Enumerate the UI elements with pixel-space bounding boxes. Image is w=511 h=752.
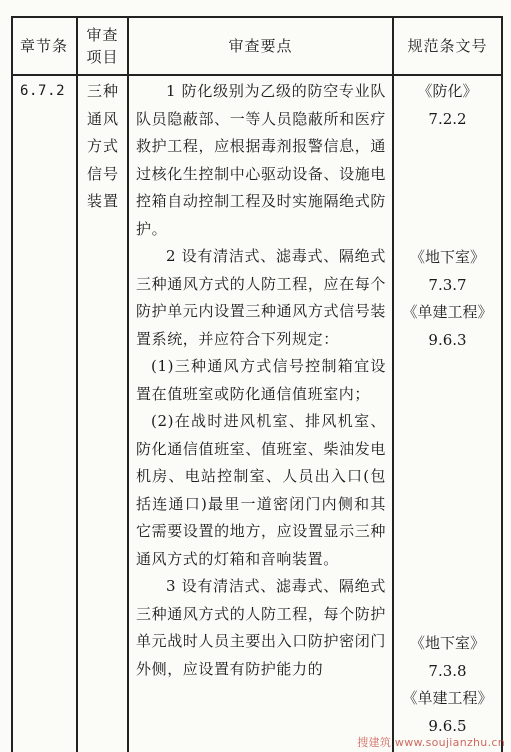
std-ref-4-title: 《地下室》: [409, 634, 485, 652]
header-bottom-border: [11, 74, 502, 76]
col-divider-1: [76, 16, 78, 752]
std-ref-2-title: 《地下室》: [409, 248, 485, 266]
std-ref-2-clause: 7.3.7: [428, 276, 467, 294]
std-ref-5-title: 《单建工程》: [402, 689, 493, 707]
table-right-border: [501, 16, 503, 752]
header-standard: [394, 17, 501, 74]
header-section-label: 章节条: [19, 36, 68, 55]
std-ref-4-clause: 7.3.8: [428, 662, 467, 680]
std-ref-3-title: 《单建工程》: [402, 303, 493, 321]
watermark: 搜建筑 www.soujianzhu.cn: [357, 736, 505, 749]
header-item: [78, 17, 127, 74]
table-left-border: [11, 16, 13, 752]
header-points: [129, 17, 392, 74]
point-2: 2 设有清洁式、滤毒式、隔绝式三种通风方式的人防工程，应在每个防护单元内设置三种通风方式信号装置系统，并应符合下列规定：: [136, 247, 386, 348]
row-item-name: 三种通风方式信号装置: [87, 82, 120, 210]
row-section-number: 6.7.2: [20, 83, 66, 99]
std-ref-1-clause: 7.2.2: [428, 110, 467, 128]
std-ref-3-clause: 9.6.3: [428, 331, 467, 349]
col-divider-2: [127, 16, 129, 752]
point-3: 3 设有清洁式、滤毒式、隔绝式三种通风方式的人防工程，每个防护单元战时人员主要出入口防护密闭门外侧，应设置有防护能力的: [136, 577, 386, 678]
std-ref-1-title: 《防化》: [417, 82, 478, 100]
point-1: 1 防化级别为乙级的防空专业队队员隐蔽部、一等人员隐蔽所和医疗救护工程，应根据毒剂报警信息，通过核化生控制中心驱动设备、设施电控箱自动控制工程及时实施隔绝式防护。: [136, 82, 386, 238]
header-standard-label: 规范条文号: [407, 36, 488, 55]
point-2-sub-1: (1)三种通风方式信号控制箱宜设置在值班室或防化通信值班室内；: [136, 357, 386, 403]
header-points-label: 审查要点: [228, 36, 293, 55]
header-section: [12, 17, 76, 74]
std-ref-5-clause: 9.6.5: [428, 717, 467, 735]
header-item-label: 审查项目: [86, 25, 119, 66]
review-points: [136, 78, 386, 683]
point-2-sub-2: (2)在战时进风机室、排风机室、防化通信值班室、值班室、柴油发电机房、电站控制室、人员出入口(包括连通口)最里一道密闭门内侧和其它需要设置的地方，应设置显示三种通风方式的灯箱和音响装置。: [136, 412, 386, 568]
